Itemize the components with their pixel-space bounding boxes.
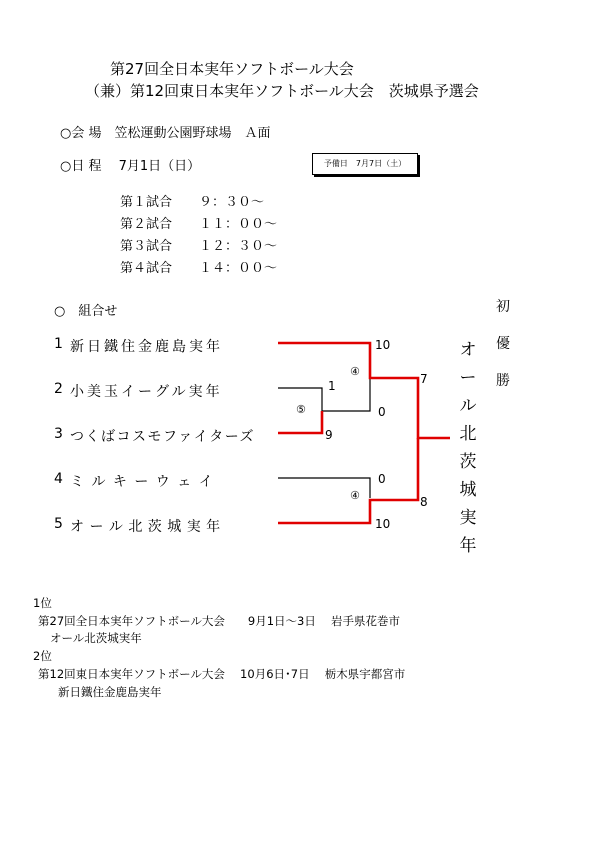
- team-number: 4: [54, 471, 63, 487]
- winner-char: 茨: [459, 452, 477, 472]
- score-label: 8: [420, 495, 428, 509]
- champion-char: 優: [496, 336, 510, 352]
- reserve-day-box: 予備日 7月7日（土）: [312, 153, 418, 175]
- score-label: 7: [420, 372, 428, 386]
- winner-char: 年: [459, 536, 477, 556]
- team-number: 5: [54, 516, 63, 532]
- schedule-time: １４：００～: [199, 261, 278, 276]
- champion-char: 勝: [496, 373, 510, 389]
- winner-char: オ: [459, 340, 477, 360]
- first-place-heading: 1位: [33, 596, 52, 610]
- score-label: 0: [378, 472, 386, 486]
- first-place-event: 第27回全日本実年ソフトボール大会 9月1日～3日 岩手県花巻市: [38, 614, 401, 628]
- winning-path-line: [278, 343, 450, 438]
- team-name: オ ー ル 北 茨 城 実 年: [70, 519, 221, 535]
- team-name: 小美玉イーグル実年: [70, 384, 223, 400]
- team-number: 2: [54, 381, 63, 397]
- schedule-time: １１：００～: [199, 217, 278, 232]
- winner-char: 北: [459, 424, 477, 444]
- schedule-label: 第３試合: [120, 239, 173, 254]
- team-name: つくばコスモファイターズ: [70, 429, 256, 445]
- second-place-event: 第12回東日本実年ソフトボール大会 10月6日･7日 栃木県宇都宮市: [38, 667, 406, 681]
- title-line-1: 第27回全日本実年ソフトボール大会: [110, 60, 354, 78]
- champion-char: 初: [496, 299, 510, 315]
- team-number: 1: [54, 336, 63, 352]
- title-line-2: （兼）第12回東日本実年ソフトボール大会 茨城県予選会: [85, 82, 479, 100]
- game-number-mark: ④: [350, 365, 360, 378]
- team-name: ミ ル キ ー ウ ェ イ: [70, 474, 215, 490]
- winner-label: [458, 336, 478, 560]
- score-label: 10: [375, 338, 391, 352]
- team-name: 新日鐵住金鹿島実年: [70, 339, 223, 355]
- score-label: 10: [375, 517, 391, 531]
- score-label: 0: [378, 405, 386, 419]
- venue-text: ○会 場 笠松運動公園野球場 Ａ面: [60, 126, 271, 141]
- schedule-label: 第２試合: [120, 217, 173, 232]
- winning-path-line: [278, 438, 418, 523]
- score-label: 9: [325, 428, 333, 442]
- first-place-team: オール北茨城実年: [50, 631, 142, 645]
- winner-char: 城: [459, 480, 477, 500]
- second-place-heading: 2位: [33, 649, 52, 663]
- team-number: 3: [54, 426, 63, 442]
- schedule-time: １２：３０～: [199, 239, 278, 254]
- schedule-time: ９：３０～: [199, 195, 265, 210]
- winner-char: ー: [459, 368, 477, 388]
- winner-char: ル: [459, 396, 477, 416]
- schedule-label: 第１試合: [120, 195, 173, 210]
- date-text: ○日 程 7月1日（日）: [60, 159, 201, 174]
- schedule-label: 第４試合: [120, 261, 173, 276]
- bracket-heading: ○ 組合せ: [54, 304, 118, 319]
- winner-char: 実: [459, 508, 477, 528]
- score-label: 1: [328, 379, 336, 393]
- second-place-team: 新日鐵住金鹿島実年: [58, 685, 162, 699]
- game-number-mark: ⑤: [296, 403, 306, 416]
- game-number-mark: ④: [350, 489, 360, 502]
